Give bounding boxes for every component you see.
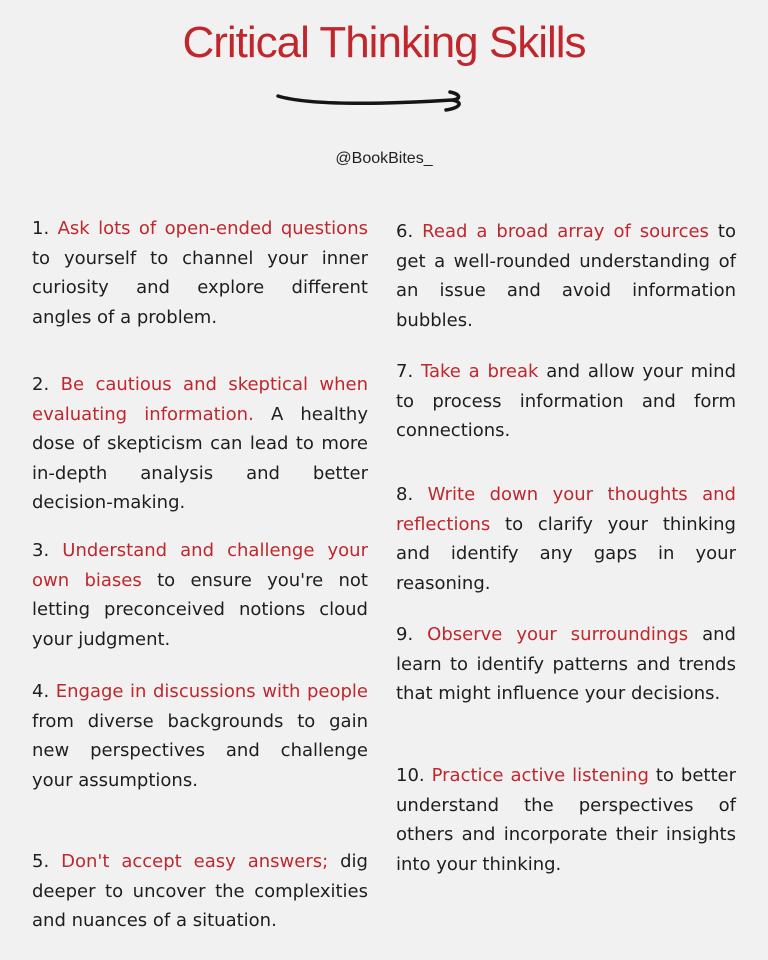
tip-number: 8.: [396, 484, 414, 505]
tip-8: [396, 480, 736, 598]
tip-number: 2.: [32, 374, 50, 395]
tip-3: [32, 536, 368, 654]
tip-number: 6.: [396, 221, 414, 242]
tip-highlight: Engage in discussions with people: [55, 681, 368, 702]
tip-text: to ensure you're not letting preconceived notions cloud your judgment.: [32, 569, 368, 650]
tip-highlight: Take a break: [420, 361, 539, 382]
tip-number: 9.: [396, 624, 414, 645]
tip-7: [396, 357, 736, 446]
page-title: Critical Thinking Skills: [182, 18, 586, 67]
tip-highlight: Ask lots of open-ended questions: [57, 218, 368, 239]
tip-2: [32, 370, 368, 518]
tip-text: to clarify your thinking and identify any gaps in your reasoning.: [396, 513, 736, 594]
author-handle: @BookBites_: [335, 150, 433, 167]
tip-number: 10.: [396, 765, 425, 786]
tip-5: [32, 847, 368, 936]
tip-number: 7.: [396, 361, 414, 382]
tip-number: 3.: [32, 540, 50, 561]
tip-number: 4.: [32, 681, 50, 702]
tip-number: 5.: [32, 851, 50, 872]
tip-6: [396, 217, 736, 335]
tip-highlight: Don't accept easy answers;: [61, 851, 329, 872]
tip-text: and allow your mind to process information and form connections.: [396, 361, 736, 441]
tip-10: [396, 761, 736, 879]
tip-text: to better understand the perspectives of others and incorporate their insights into your thinking.: [396, 765, 736, 875]
tip-highlight: Understand and challenge your own biases: [32, 540, 368, 591]
tip-number: 1.: [32, 218, 50, 239]
tip-text: A healthy dose of skepticism can lead to more in-depth analysis and better decision-making.: [32, 403, 368, 513]
tip-highlight: Be cautious and skeptical when evaluating information.: [32, 374, 368, 425]
tip-text: dig deeper to uncover the complexities and nuances of a situation.: [32, 851, 368, 931]
decorative-underline-swoosh: [270, 82, 470, 122]
tip-1: [32, 214, 368, 332]
tip-text: to get a well-rounded understanding of an issue and avoid information bubbles.: [396, 221, 736, 331]
tip-text: and learn to identify patterns and trends that might influence your decisions.: [396, 624, 736, 704]
tip-text: to yourself to channel your inner curiosity and explore different angles of a problem.: [32, 247, 368, 328]
tip-highlight: Practice active listening: [431, 765, 649, 786]
tip-4: [32, 677, 368, 795]
tip-highlight: Write down your thoughts and reflections: [396, 484, 736, 535]
tip-highlight: Observe your surroundings: [427, 624, 689, 645]
tip-highlight: Read a broad array of sources: [422, 221, 709, 242]
tip-9: [396, 620, 736, 709]
tip-text: from diverse backgrounds to gain new perspectives and challenge your assumptions.: [32, 710, 368, 791]
